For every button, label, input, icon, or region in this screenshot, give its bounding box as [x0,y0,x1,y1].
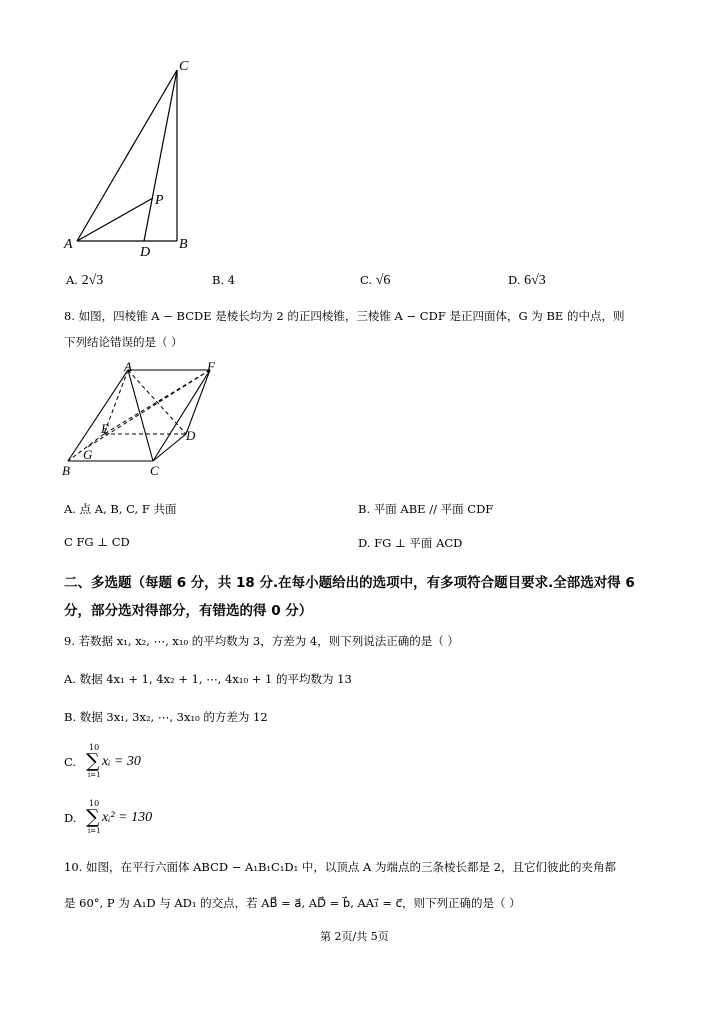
sum-sign: ∑ [86,750,100,772]
label-G: G [83,447,93,462]
q9-option-b: B. 数据 3x₁, 3x₂, ⋯, 3x₁₀ 的方差为 12 [64,710,268,724]
q8-stem-line2: 下列结论错误的是（ ） [64,335,183,349]
page-footer: 第 2页/共 5页 [320,930,389,943]
q8-option-d: D. FG ⊥ 平面 ACD [358,536,463,550]
pyramid-figure [60,362,230,480]
label-E: E [101,421,109,436]
triangle-figure [60,52,210,262]
q8-option-b: B. 平面 ABE // 平面 CDF [358,502,494,516]
label-P: P [155,193,164,208]
label-F: F [207,362,215,374]
label-B: B [62,463,70,478]
label-B: B [179,237,188,252]
q10-stem-line2: 是 60°, P 为 A₁D 与 AD₁ 的交点，若 AB⃗ = a⃗, AD⃗ = b⃗, AA₁⃗ = c⃗，则下列正确的是（ ） [64,896,521,910]
q7-option-d: D. 6√3 [508,273,546,288]
sum-sign: ∑ [86,806,100,828]
label-D: D [140,245,151,260]
label-C: C [179,59,189,74]
q10-stem-line1: 10. 如图，在平行六面体 ABCD − A₁B₁C₁D₁ 中，以顶点 A 为端点的三条棱长都是 2，且它们彼此的夹角都 [64,860,616,874]
section-heading-line2: 分，部分选对得部分，有错选的得 0 分） [64,603,313,619]
section-heading-line1: 二、多选题（每题 6 分，共 18 分.在每小题给出的选项中，有多项符合题目要求.全部选对得 6 [64,575,635,591]
label-A: A [124,362,132,374]
q8-option-c: C FG ⊥ CD [64,535,130,549]
q9-stem: 9. 若数据 x₁, x₂, ⋯, x₁₀ 的平均数为 3，方差为 4，则下列说法正确的是（ ） [64,634,459,648]
q8-stem-line1: 8. 如图，四棱锥 A − BCDE 是棱长均为 2 的正四棱锥，三棱锥 A − CDF 是正四面体，G 为 BE 的中点，则 [64,309,625,323]
q9-option-a: A. 数据 4x₁ + 1, 4x₂ + 1, ⋯, 4x₁₀ + 1 的平均数为 13 [64,672,352,686]
q7-option-c: C. √6 [360,273,391,288]
label-C: C [150,463,159,478]
label-D: D [186,428,196,443]
label-A: A [64,237,73,252]
q7-option-b: B. 4 [212,273,236,287]
q8-option-a: A. 点 A, B, C, F 共面 [64,502,177,516]
q7-option-a: A. 2√3 [66,273,104,288]
